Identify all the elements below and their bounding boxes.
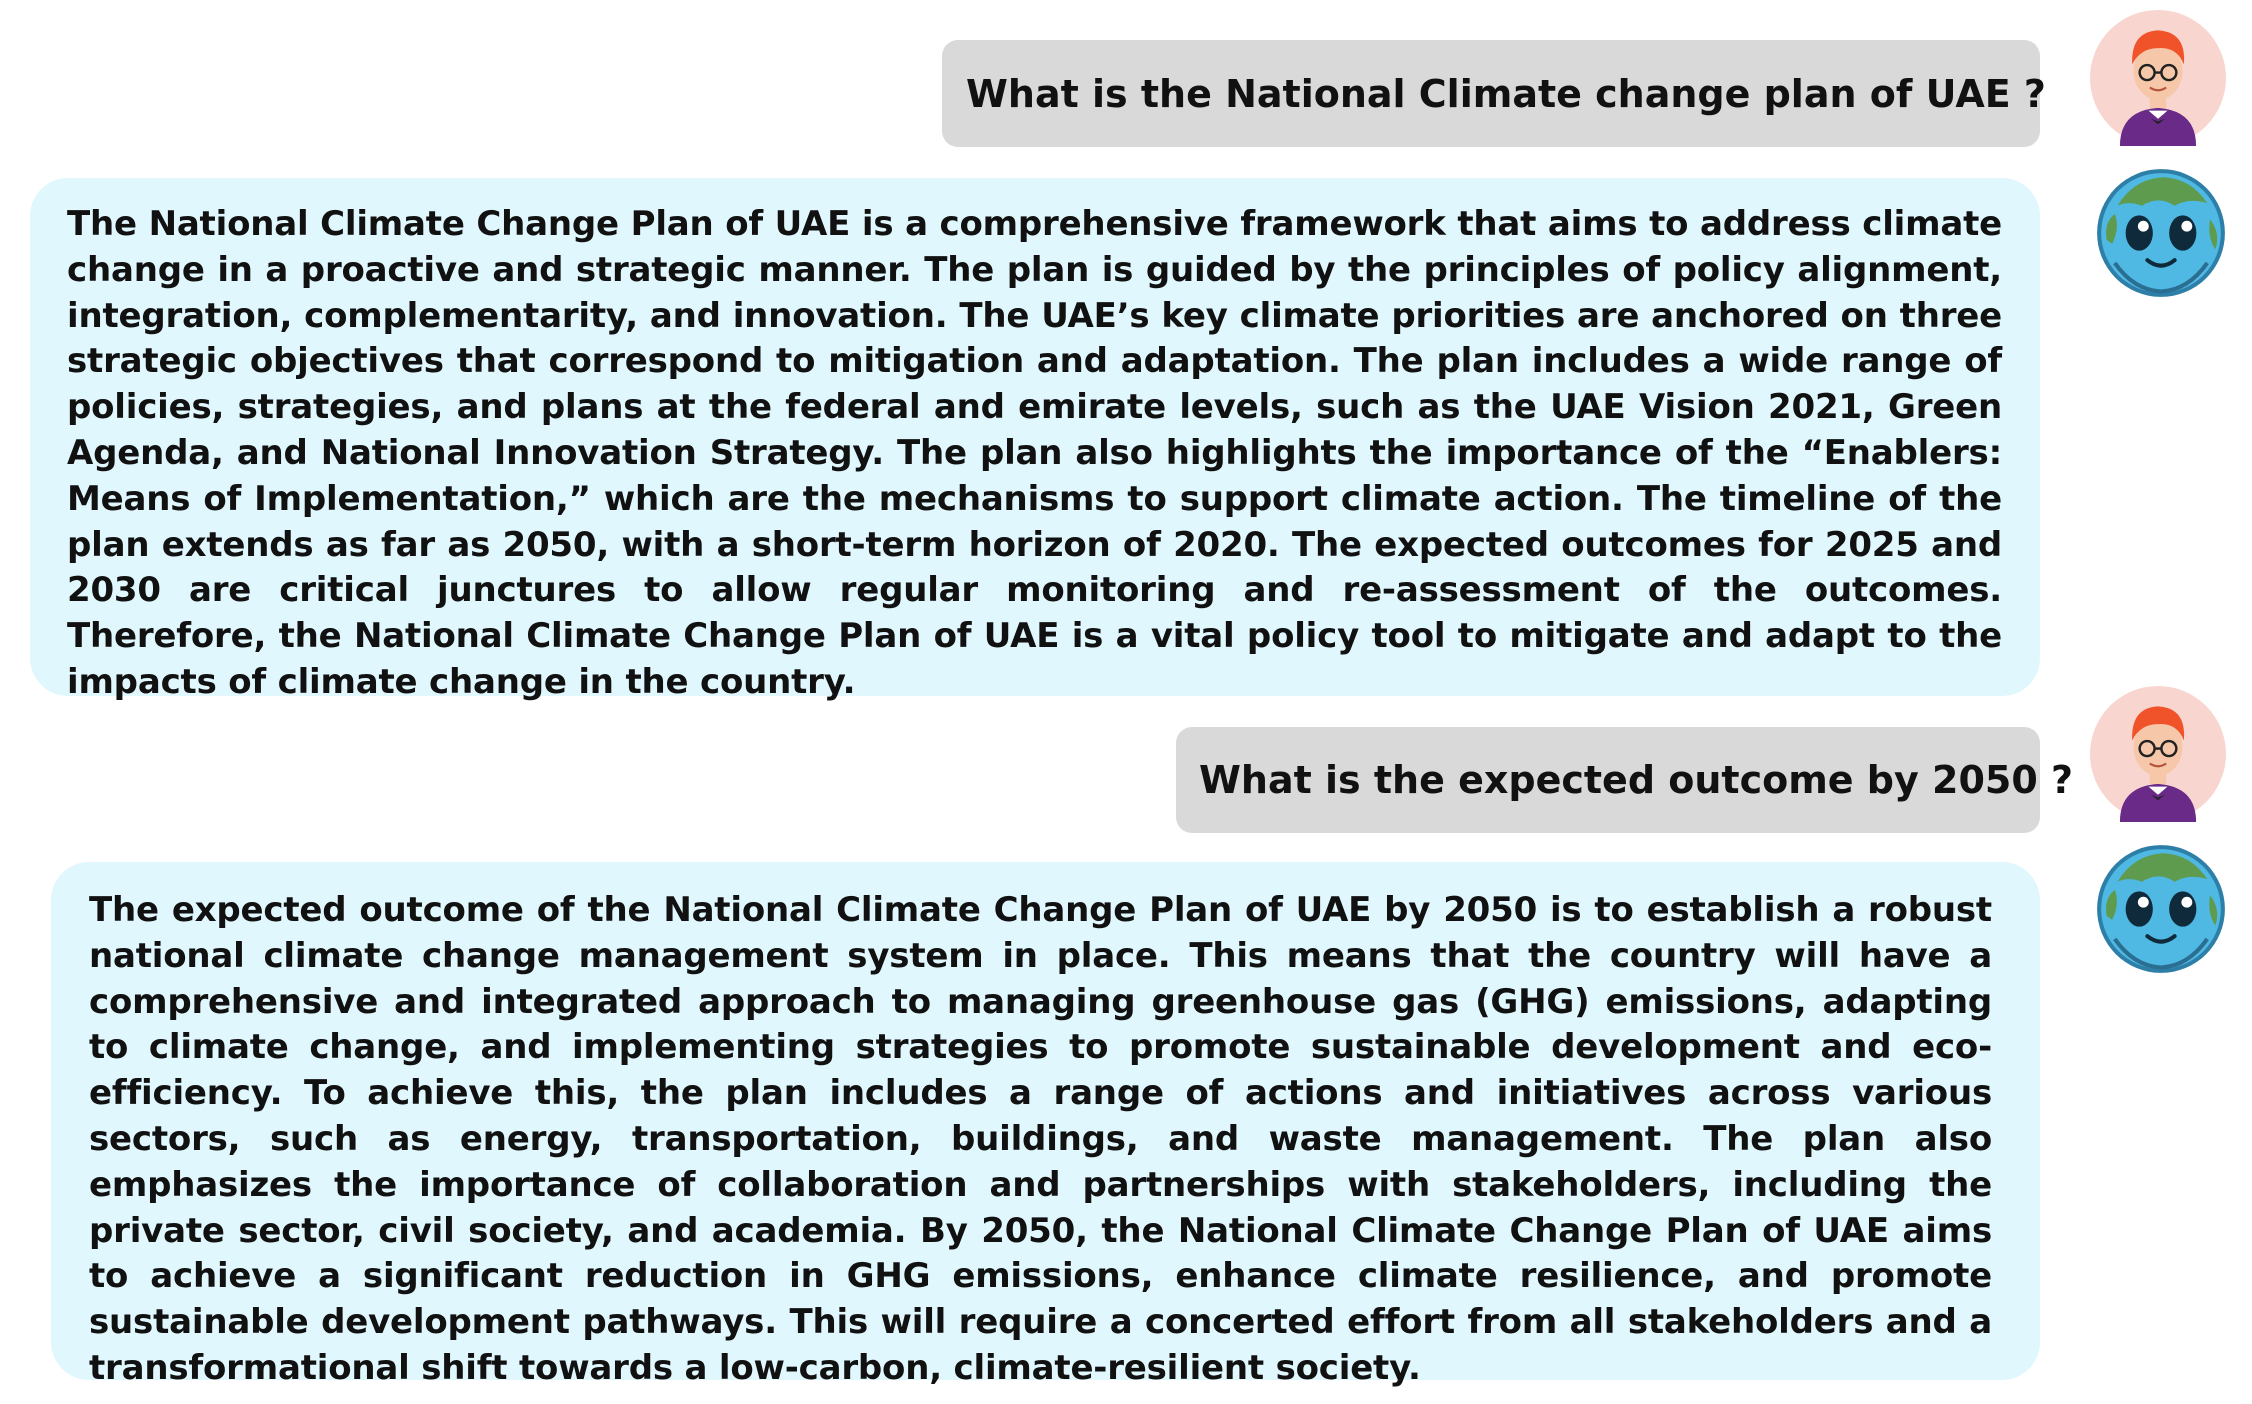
user-message-bubble — [942, 40, 2046, 147]
earth-bot-avatar-icon — [2093, 165, 2229, 301]
user-avatar-icon — [2090, 10, 2226, 146]
assistant-message-bubble — [30, 178, 2040, 702]
user-message-text: What is the expected outcome by 2050 ? — [1199, 758, 2074, 802]
assistant-message-text: The National Climate Change Plan of UAE is a comprehensive framework that aims to address climate change in a proactive and strategic manner. The plan is guided by the principles of policy alignment, integration, complementarity, and innovation. The UAE’s key climate priorities are anchored on three strategic objectives that correspond to mitigation and adaptation. The plan includes a wide range of policies, strategies, and plans at the federal and emirate levels, such as the UAE Vision 2021, Green Agenda, and National Innovation Strategy. The plan also highlights the importance of the “Enablers: Means of Implementation,” which are the mechanisms to support climate action. The timeline of the plan extends as far as 2050, with a short-term horizon of 2020. The expected outcomes for 2025 and 2030 are critical junctures to allow regular monitoring and re-assessment of the outcomes. Therefore, the National Climate Change Plan of UAE is a vital policy tool to mitigate and adapt to the impacts of climate change in the country. — [67, 204, 2002, 702]
user-avatar-icon — [2090, 686, 2226, 822]
assistant-message-bubble — [51, 862, 2040, 1388]
user-message-text: What is the National Climate change plan of UAE ? — [966, 71, 2046, 116]
user-message-bubble — [1176, 727, 2074, 833]
earth-bot-avatar-icon — [2093, 841, 2229, 977]
assistant-message-text: The expected outcome of the National Climate Change Plan of UAE by 2050 is to establish a robust national climate change management system in place. This means that the country will have a comprehensive and integrated approach to managing greenhouse gas (GHG) emissions, adapting to climate change, and implementing strategies to promote sustainable development and eco-efficiency. To achieve this, the plan includes a range of actions and initiatives across various sectors, such as energy, transportation, buildings, and waste management. The plan also emphasizes the importance of collaboration and partnerships with stakeholders, including the private sector, civil society, and academia. By 2050, the National Climate Change Plan of UAE aims to achieve a significant reduction in GHG emissions, enhance climate resilience, and promote sustainable development pathways. This will require a concerted effort from all stakeholders and a transformational shift towards a low-carbon, climate-resilient society. — [89, 890, 1992, 1388]
